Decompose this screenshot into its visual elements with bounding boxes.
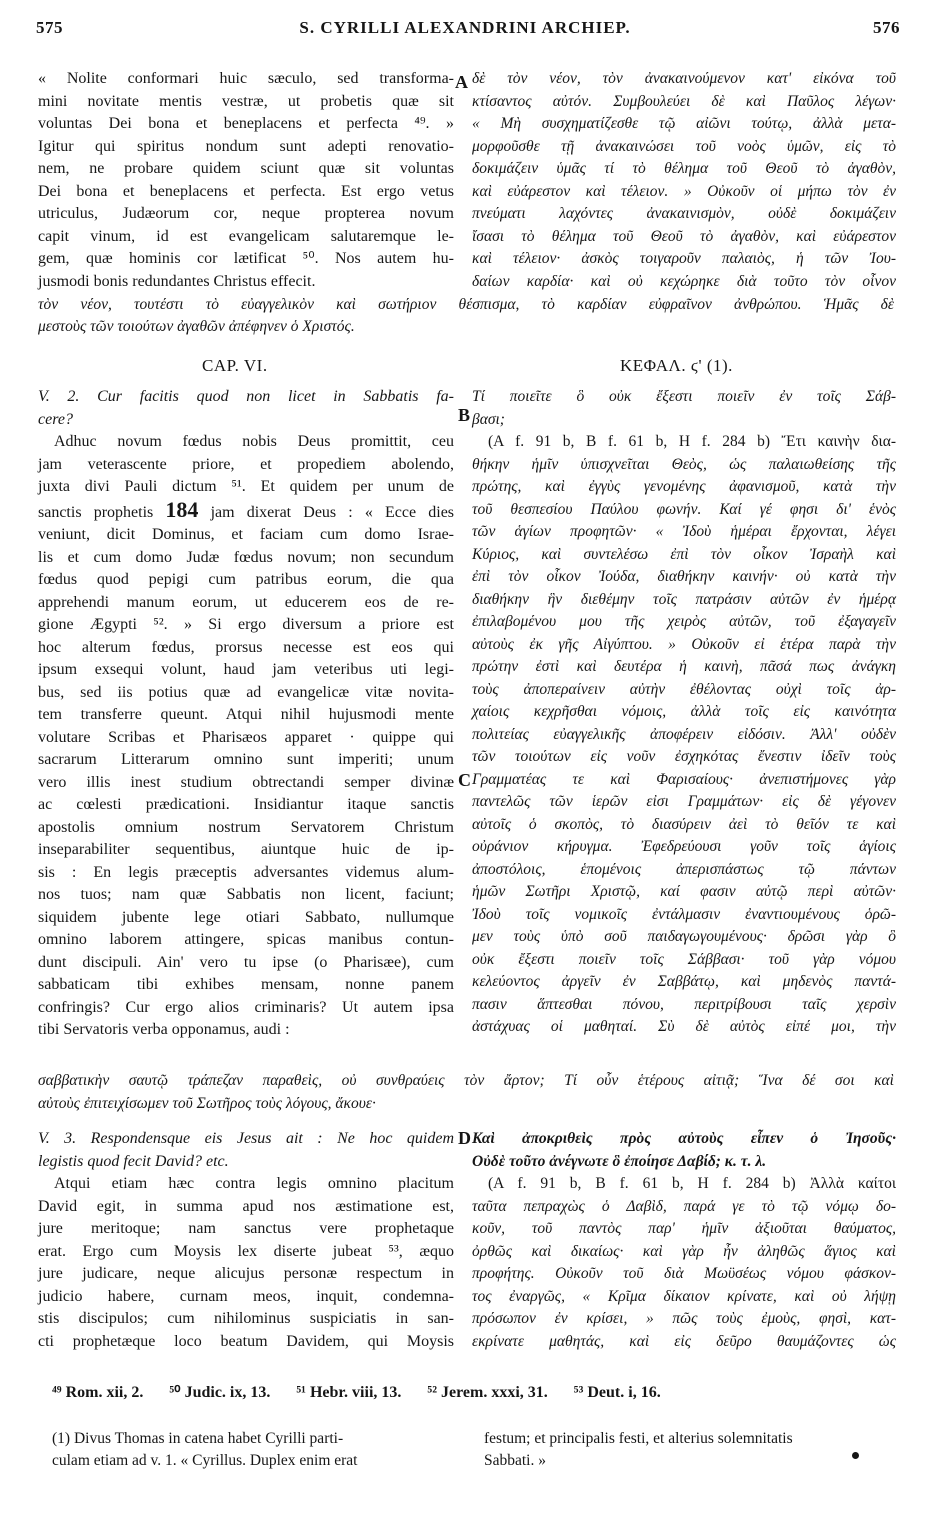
greek-line: πολιτείας εὐαγγελικῆς ἀποφέρειν εἰδόσιν. Ἀλλ' οὐδὲν <box>472 725 896 743</box>
latin-line: bus, sed iis potius quæ ad evangelicæ vitæ novita- <box>38 683 454 701</box>
latin-line: mini novitate mentis vestræ, ut probetis quæ sit <box>38 92 454 110</box>
latin-line: apostolis omnium nostrum Servatorem Christum <box>38 818 454 836</box>
greek-line: Κύριος, καὶ συντελέσω ἐπὶ τὸν οἶκον Ἰσραὴλ καὶ <box>472 545 896 563</box>
latin-line: Adhuc novum fœdus nobis Deus promittit, ceu <box>54 433 454 450</box>
chapter-heading-latin: CAP. VI. <box>202 356 268 375</box>
running-title: S. CYRILLI ALEXANDRINI ARCHIEP. <box>299 18 631 37</box>
latin-line: tibi Servatoris verba opponamus, audi : <box>38 1021 290 1038</box>
verse-heading: V. 3. Respondensque eis Jesus ait : Ne hoc quidem <box>38 1130 454 1147</box>
verse-heading-greek: Καὶ ἀποκριθεὶς πρὸς αὐτοὺς εἶπεν ὁ Ἰησοῦς· <box>472 1130 896 1147</box>
greek-line: μεν τοὺς ὑπὸ σοῦ παιδαγωγουμένους· δρῶσι γὰρ ὃ <box>472 928 896 945</box>
latin-line: cti prophetæque loco beatum Davidem, qui Moysis <box>38 1332 454 1350</box>
page-number-left: 575 <box>36 18 63 37</box>
greek-line: (A f. 91 b, B f. 61 b, H f. 284 b) Ἀλλὰ καίτοι <box>488 1175 896 1192</box>
latin-line: Dei bona et beneplacens et perfecta. Est ergo vetus <box>38 182 454 200</box>
latin-line: sis : En legis præceptis adversantes videmus alum- <box>38 863 454 881</box>
inline-page-number: 184 <box>165 496 199 522</box>
latin-line: sacrarum Litterarum omnino sunt imperiti; unum <box>38 751 454 768</box>
greek-line: πρώτης, καὶ ἐγγὺς γενομένης ἀφανισμοῦ, κατὰ τὴν <box>472 478 896 495</box>
greek-column-section3 <box>472 1128 896 1353</box>
greek-line: « Μὴ συσχηματίζεσθε τῷ αἰῶνι τούτῳ, ἀλλὰ μετα- <box>472 115 896 132</box>
note-line: culam etiam ad v. 1. « Cyrillus. Duplex enim erat <box>52 1452 358 1469</box>
page-number-right: 576 <box>873 18 900 37</box>
latin-line: jure meritoque; nam sanctus vere prophetaque <box>38 1220 454 1237</box>
note-line: Sabbati. » <box>484 1452 546 1469</box>
greek-line: ταῦτα πεπραχὼς ὁ Δαβὶδ, παρά γε τὸ τῷ νόμῳ δο- <box>472 1197 896 1215</box>
greek-line: ἀποστόλοις, ἑπομένοις ἀπερισπάστως τῷ πάντων <box>472 860 896 878</box>
greek-span-line: μεστοὺς τῶν τοιούτων ἀγαθῶν ἀπέφηνεν ὁ Χριστός. <box>38 318 355 335</box>
latin-column-section3 <box>38 1128 454 1353</box>
note-line: (1) Divus Thomas in catena habet Cyrilli parti- <box>52 1430 344 1447</box>
greek-line: τος ἐναργῶς, « Κρῖμα δίκαιον κρίνατε, καὶ οὐ λήψῃ <box>472 1287 896 1305</box>
latin-column-section1 <box>38 68 454 293</box>
footnote: ⁵¹ Hebr. viii, 13. <box>296 1384 402 1401</box>
latin-line: voluntas Dei bona et beneplacens et perfecta ⁴⁹. » <box>38 115 454 132</box>
greek-line: θήκην ἡμῖν ὑπισχνεῖται Θεὸς, ὡς παλαιωθείσης τῆς <box>472 455 896 473</box>
greek-column-section2 <box>472 386 896 1039</box>
greek-line: Ἰδοὺ τοῖς νομικοῖς ἐντάλμασιν ἐναντιουμένους ὁρῶ- <box>472 905 896 923</box>
greek-line: πρώτην ἐστὶ καὶ δευτέρα ἡ καινὴ, πᾶσά πως ἀνάγκη <box>472 658 896 675</box>
greek-line: δοκιμάζειν ὑμᾶς τί τὸ θέλημα τοῦ Θεοῦ τὸ ἀγαθὸν, <box>472 160 896 177</box>
verse-heading: V. 2. Cur facitis quod non licet in Sabbatis fa- <box>38 388 454 405</box>
verse-heading-greek: Τί ποιεῖτε ὃ οὐκ ἔξεστι ποιεῖν ἐν τοῖς Σάβ- <box>472 388 896 405</box>
latin-line: inseparabiliter sequentibus, aiuntque huic de ip- <box>38 841 454 858</box>
latin-line: utriculus, Judæorum cor, neque propterea novum <box>38 205 454 222</box>
latin-line: erat. Ergo cum Moysis lex diserte jubeat ⁵³, æquo <box>38 1242 454 1260</box>
greek-line: μορφοῦσθε τῇ ἀνακαινώσει τοῦ νοὸς ὑμῶν, εἰς τὸ <box>472 137 896 155</box>
margin-marker-d: D <box>458 1128 471 1148</box>
verse-heading: cere? <box>38 410 73 428</box>
latin-line: veniunt, dicit Dominus, et faciam cum domo Israe- <box>38 526 454 543</box>
latin-fragment: sanctis prophetis <box>38 503 154 521</box>
latin-line: confringis? Cur ergo alios criminaris? Ut autem ipsa <box>38 998 454 1016</box>
latin-line: lis et cum domo Judæ fœdus novum; non secundum <box>38 548 454 566</box>
greek-line: κτίσαντος αὐτόν. Συμβουλεύει δὲ καὶ Παῦλος λέγων· <box>472 92 896 110</box>
footnote: ⁴⁹ Rom. xii, 2. <box>52 1384 144 1401</box>
greek-line: προφήτης. Οὐκοῦν τοῦ διὰ Μωϋσέως νόμου φάσκον- <box>472 1265 896 1282</box>
latin-line: nos tuos; nam quæ Sabbatis non licent, faciunt; <box>38 886 454 903</box>
greek-line: καὶ εὐάρεστον καὶ τέλειον. » Οὐκοῦν οἱ μήπω τὸν ἐν <box>472 182 896 200</box>
latin-line: siquidem jubente lege otiari Sabbato, nullumque <box>38 908 454 926</box>
greek-line: αὐτοῖς ὁ σκοπὸς, τὸ διασύρειν ἀεὶ τὸ θεῖόν τε καὶ <box>472 815 896 833</box>
greek-column-section1 <box>472 68 896 293</box>
greek-line: τοῦ θεσπεσίου Παύλου φωνήν. Καί γέ φησι δι' ἑνὸς <box>472 500 896 518</box>
latin-line: dunt discipuli. Ain' vero tu ipse (o Pharisæe), cum <box>38 953 454 971</box>
greek-line: ἐπὶ τὸν οἶκον Ἰούδα, διαθήκην καινήν· οὐ κατὰ τὴν <box>472 568 896 585</box>
margin-marker-c: C <box>458 770 471 790</box>
latin-line: tem transferre queunt. Atqui nihil hujusmodi mente <box>38 706 454 723</box>
greek-line: κελεύοντος ἀργεῖν ἐν Σαββάτῳ, καὶ μηδενὸς παντά- <box>472 973 896 990</box>
greek-line: τοὺς ἀποπεραίνειν αὐτὴν ἐθέλοντας οὐχὶ τοῖς ἀρ- <box>472 680 896 698</box>
greek-line: ἐπιλαβομένου μου τῆς χειρὸς αὐτῶν, τοῦ ἐξαγαγεῖν <box>472 613 896 630</box>
verse-heading: legistis quod fecit David? etc. <box>38 1152 229 1170</box>
greek-line: ὀρθῶς καὶ δικαίως· καὶ γὰρ ἦν ἀληθῶς ἅγιος καὶ <box>472 1242 896 1260</box>
note-line: festum; et principalis festi, et alterius solemnitatis <box>484 1430 793 1447</box>
latin-line: David egit, in summa apud nos æstimatione est, <box>38 1197 454 1215</box>
greek-span-line: τὸν νέον, τουτέστι τὸ εὐαγγελικὸν καὶ σωτήριον θέσπισμα, τὸ καρδίαν εὐφραῖνον ἀνθρώπου. Ἡμᾶς δὲ <box>38 296 894 313</box>
greek-span-line: αὐτοὺς ἐπιτειχίσωμεν τοῦ Σωτῆρος τοὺς λόγους, ἄκουε· <box>38 1095 376 1112</box>
greek-line: ἡμῶν Σωτῆρι Χριστῷ, καί φασιν αὐτῷ περὶ αὐτῶν· <box>472 883 896 900</box>
latin-line: judicio habere, curnam meos, inquit, condemna- <box>38 1287 454 1305</box>
greek-line: κοῦν, τοῦ παντὸς παρ' ἡμῖν ἀξιοῦται θαύματος, <box>472 1220 896 1237</box>
footnote: ⁵³ Deut. i, 16. <box>573 1384 661 1401</box>
greek-line: αὐτοὺς ἐκ γῆς Αἰγύπτου. » Οὐκοῦν εἰ ἑτέρα παρὰ τὴν <box>472 635 896 653</box>
latin-line: Igitur qui spiritus nondum sunt adepti renovatio- <box>38 137 454 155</box>
latin-line: vero illis inest studium obtrectandi semper divinæ <box>38 773 454 791</box>
latin-fragment: jam dixerat Deus : « Ecce dies <box>210 503 455 521</box>
latin-line: gem, quæ hominis cor lætificat ⁵⁰. Nos autem hu- <box>38 250 454 267</box>
greek-line: ἴσασι τὸ θέλημα τοῦ Θεοῦ τὸ ἀγαθὸν, καὶ εὐάρεστον <box>472 227 896 245</box>
latin-line: hoc alterum fœdus, prorsus necesse est eos qui <box>38 638 454 656</box>
latin-line: « Nolite conformari huic sæculo, sed transforma- <box>38 70 454 87</box>
latin-line: jusmodi bonis redundantes Christus effecit. <box>38 272 316 290</box>
latin-line: ipsum exsequi volunt, haud jam veteribus uti legi- <box>38 661 454 678</box>
latin-line: omnino laborem attingere, spicas manibus contun- <box>38 931 454 948</box>
greek-line: πνεύματι λαχόντες ἀνακαινισμὸν, οὐδὲ δοκιμάζειν <box>472 205 896 222</box>
greek-line: χαίοις κεχρῆσθαι νόμοις, ἀλλὰ τοῖς εἰς καινότητα <box>472 703 896 720</box>
margin-marker-a: A <box>455 72 468 92</box>
greek-line: οὐράνιον κήρυγμα. Ἐφεδρεύουσι γοῦν τοῖς ἁγίοις <box>472 838 896 855</box>
greek-line: πασιν ἅπτεσθαι πόνου, περιτρίβουσι ταῖς χερσὶν <box>472 995 896 1013</box>
greek-line: ἀστάχυας οἱ μαθηταί. Σὺ δὲ αὐτὸς εἰπέ μοι, τὴν <box>472 1018 896 1035</box>
chapter-heading-greek: ΚΕΦΑΛ. ϛ' (1). <box>620 356 733 375</box>
latin-line: stis discipulos; cum nihilominus suspiciatis in san- <box>38 1310 454 1327</box>
bottom-note-right <box>484 1428 894 1472</box>
greek-line: πρόσωπον ἐν κρίσει, » πῶς τοὺς ἐμοὺς, φησὶ, κατ- <box>472 1310 896 1327</box>
end-mark-dot <box>852 1452 859 1459</box>
greek-line: Γραμματέας τε καὶ Φαρισαίους· ἀνεπιστήμονες γὰρ <box>472 770 896 788</box>
greek-line: τῶν ἁγίων προφητῶν· « Ἰδοὺ ἡμέραι ἔρχονται, λέγει <box>472 523 896 540</box>
latin-line: gione Ægypti ⁵². » Si ergo diversum a priore est <box>38 616 454 633</box>
greek-span-line: σαββατικὴν σαυτῷ τράπεζαν παραθεὶς, οὐ συνθραύεις τὸν ἄρτον; Τί οὖν ἑτέρους αἰτιᾷ; Ἵνα δέ σοι καὶ <box>38 1072 894 1089</box>
latin-line: nem, ne probare quidem sciunt quæ sit voluntas <box>38 160 454 177</box>
footnote: ⁵⁰ Judic. ix, 13. <box>169 1384 271 1401</box>
margin-marker-b: B <box>458 405 471 425</box>
latin-line: jure judicare, neque alicujus personæ respectum in <box>38 1265 454 1282</box>
latin-line-with-page-number <box>38 496 455 525</box>
greek-line: οὐκ ἔξεστι ποιεῖν τοῖς Σάββασι· τοῦ γὰρ νόμου <box>472 950 896 968</box>
latin-line: capit vinum, id est evangelicam salutaremque le- <box>38 227 454 245</box>
bottom-note-left <box>52 1428 462 1472</box>
greek-line: παντελῶς τῶν ἱερῶν εἰσι Γραμμάτων· εἰς δὲ γέγονεν <box>472 793 896 810</box>
latin-line: fœdus quod pepigi cum patribus eorum, die qua <box>38 571 454 588</box>
latin-line: jam veterascente priore, et propediem abolendo, <box>38 455 454 473</box>
verse-heading-greek: βασι; <box>472 410 505 428</box>
latin-line: juxta divi Pauli dictum ⁵¹. Et quidem per unum de <box>38 478 454 495</box>
latin-line: ac cœlesti prædicationi. Insidiantur itaque sanctis <box>38 796 454 813</box>
latin-line: Atqui etiam hæc contra legis omnino placitum <box>54 1175 454 1192</box>
greek-line: καὶ τέλειον· ἀσκὸς τοιγαροῦν παλαιὸς, ἡ τῶν Ἰου- <box>472 250 896 267</box>
greek-line: δὲ τὸν νέον, τὸν ἀνακαινούμενον κατ' εἰκόνα τοῦ <box>472 70 896 87</box>
latin-line: apprehendi manum eorum, ut educerem eos de re- <box>38 593 454 611</box>
greek-line: διαθήκην ἣν διεθέμην τοῖς πατράσιν αὐτῶν ἐν ἡμέρᾳ <box>472 590 896 608</box>
footnotes <box>52 1382 882 1402</box>
greek-line: εκρίνατε μαθητάς, καὶ εἰς δεῦρο θαυμάζοντες ὡς <box>472 1332 896 1350</box>
latin-line: sabbaticam tibi exhibes mensam, nonne panem <box>38 976 454 993</box>
greek-line: τῶν τοιούτων εἰς νοῦν ἐσχηκότας ἔνεστιν ἰδεῖν τοὺς <box>472 748 896 765</box>
greek-line: (A f. 91 b, B f. 61 b, H f. 284 b) Ἔτι καινὴν δια- <box>488 433 896 450</box>
verse-heading-greek: Οὐδὲ τοῦτο ἀνέγνωτε ὃ ἐποίησε Δαβίδ; κ. τ. λ. <box>472 1152 767 1170</box>
greek-line: δαίων καρδία· καὶ οὐ κεχώρηκε διὰ τοῦτο τὸν οἶνον <box>472 272 896 290</box>
footnote: ⁵² Jerem. xxxi, 31. <box>427 1384 548 1401</box>
latin-line: volutare Scribas et Pharisæos apparet · quippe qui <box>38 728 454 746</box>
latin-column-section2 <box>38 386 454 1042</box>
